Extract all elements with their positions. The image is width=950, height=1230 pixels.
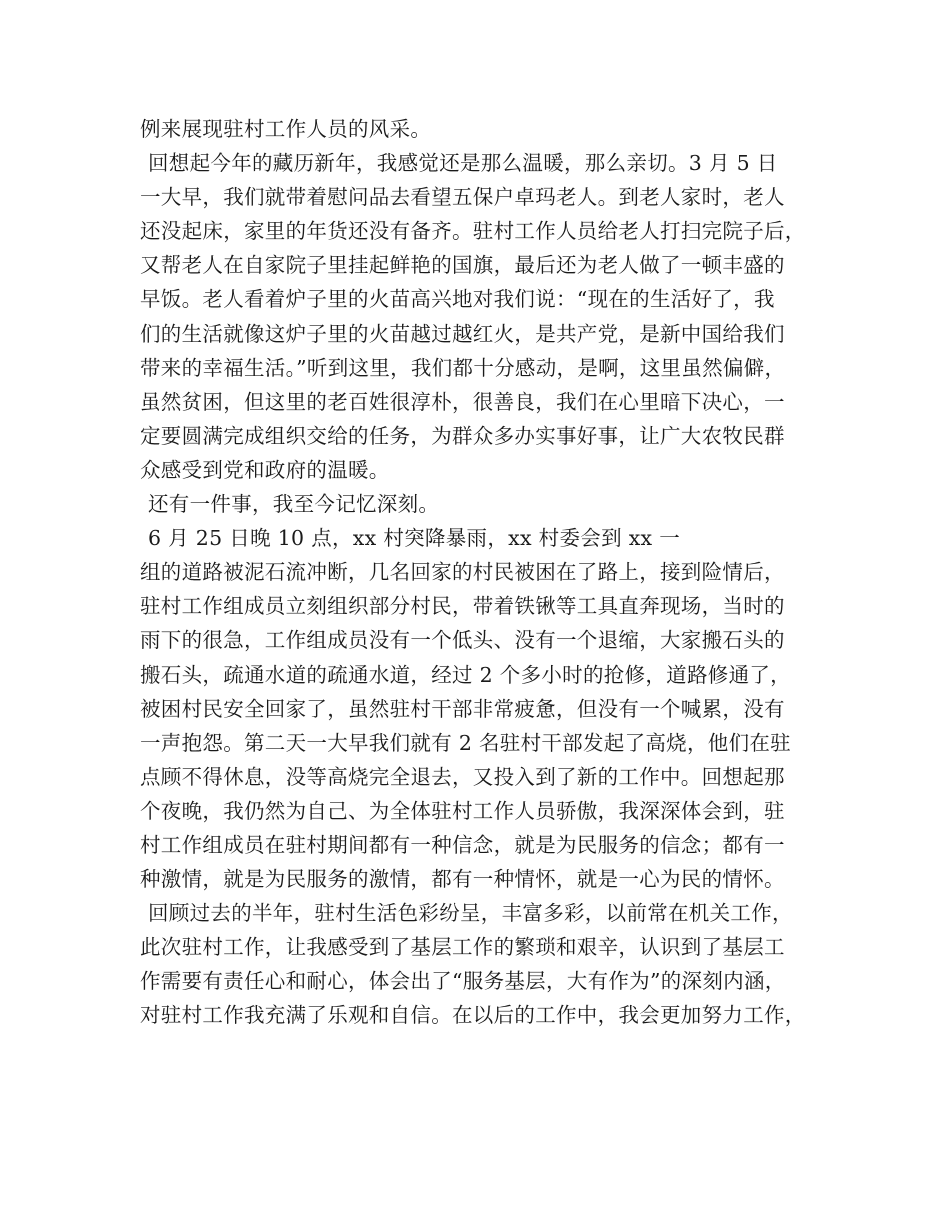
text-line: 对驻村工作我充满了乐观和自信。在以后的工作中，我会更加努力工作，	[140, 1003, 806, 1028]
text-line: 被困村民安全回家了，虽然驻村干部非常疲惫，但没有一个喊累，没有	[140, 696, 785, 721]
text-line: 一声抱怨。第二天一大早我们就有 2 名驻村干部发起了高烧，他们在驻	[140, 730, 791, 755]
text-line: 种激情，就是为民服务的激情，都有一种情怀，就是一心为民的情怀。	[140, 867, 785, 892]
text-line: 还有一件事，我至今记忆深刻。	[148, 492, 440, 517]
text-line: 组的道路被泥石流冲断，几名回家的村民被困在了路上，接到险情后，	[140, 560, 785, 585]
text-line: 个夜晚，我仍然为自己、为全体驻村工作人员骄傲，我深深体会到，驻	[140, 798, 785, 823]
text-line: 村工作组成员在驻村期间都有一种信念，就是为民服务的信念；都有一	[140, 832, 785, 857]
text-line: 例来展现驻村工作人员的风采。	[140, 117, 432, 141]
text-line: 带来的幸福生活。”听到这里，我们都十分感动，是啊，这里虽然偏僻，	[140, 355, 786, 380]
text-line: 驻村工作组成员立刻组织部分村民，带着铁锹等工具直奔现场，当时的	[140, 594, 785, 619]
text-line: 早饭。老人看着炉子里的火苗高兴地对我们说：“现在的生活好了，我	[140, 287, 775, 312]
text-line: 回顾过去的半年，驻村生活色彩纷呈，丰富多彩，以前常在机关工作，	[148, 901, 793, 926]
text-line: 一大早，我们就带着慰问品去看望五保户卓玛老人。到老人家时，老人	[140, 185, 785, 210]
text-line: 还没起床，家里的年货还没有备齐。驻村工作人员给老人打扫完院子后，	[140, 219, 806, 244]
text-line: 搬石头，疏通水道的疏通水道，经过 2 个多小时的抢修，道路修通了，	[140, 662, 791, 687]
text-line: 雨下的很急，工作组成员没有一个低头、没有一个退缩，大家搬石头的	[140, 628, 785, 653]
text-line: 又帮老人在自家院子里挂起鲜艳的国旗，最后还为老人做了一顿丰盛的	[140, 253, 785, 278]
text-line: 作需要有责任心和耐心，体会出了“服务基层，大有作为”的深刻内涵，	[140, 969, 786, 994]
text-line: 定要圆满完成组织交给的任务，为群众多办实事好事，让广大农牧民群	[140, 423, 785, 448]
text-line: 6 月 25 日晚 10 点，xx 村突降暴雨，xx 村委会到 xx 一	[148, 526, 681, 551]
text-line: 虽然贫困，但这里的老百姓很淳朴，很善良，我们在心里暗下决心，一	[140, 389, 785, 414]
body-text	[140, 112, 830, 1033]
text-line: 回想起今年的藏历新年，我感觉还是那么温暖，那么亲切。3 月 5 日	[148, 151, 778, 176]
text-line: 们的生活就像这炉子里的火苗越过越红火，是共产党，是新中国给我们	[140, 321, 785, 346]
text-line: 点顾不得休息，没等高烧完全退去，又投入到了新的工作中。回想起那	[140, 764, 785, 789]
text-line: 众感受到党和政府的温暖。	[140, 457, 390, 482]
text-line: 此次驻村工作，让我感受到了基层工作的繁琐和艰辛，认识到了基层工	[140, 935, 785, 960]
